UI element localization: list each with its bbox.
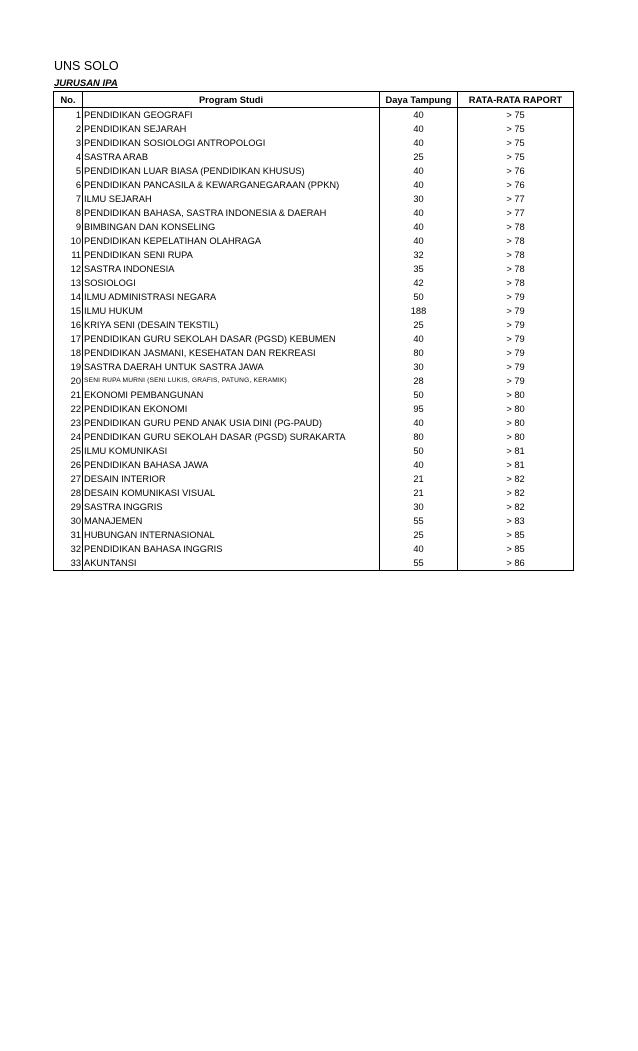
table-row bbox=[54, 430, 574, 444]
cell-daya-tampung: 40 bbox=[380, 542, 458, 556]
cell-daya-tampung: 35 bbox=[380, 262, 458, 276]
cell-daya-tampung: 40 bbox=[380, 220, 458, 234]
cell-daya-tampung: 25 bbox=[380, 528, 458, 542]
cell-daya-tampung: 40 bbox=[380, 164, 458, 178]
table-row bbox=[54, 108, 574, 123]
cell-program: PENDIDIKAN GURU PEND ANAK USIA DINI (PG-PAUD) bbox=[83, 416, 380, 430]
cell-no: 5 bbox=[54, 164, 83, 178]
cell-no: 2 bbox=[54, 122, 83, 136]
cell-no: 8 bbox=[54, 206, 83, 220]
cell-daya-tampung: 40 bbox=[380, 458, 458, 472]
table-row bbox=[54, 360, 574, 374]
cell-no: 27 bbox=[54, 472, 83, 486]
cell-rata-rata-raport: > 79 bbox=[458, 346, 574, 360]
cell-daya-tampung: 40 bbox=[380, 234, 458, 248]
cell-no: 14 bbox=[54, 290, 83, 304]
cell-no: 1 bbox=[54, 108, 83, 123]
cell-program: PENDIDIKAN KEPELATIHAN OLAHRAGA bbox=[83, 234, 380, 248]
section-title: JURUSAN IPA bbox=[54, 78, 118, 89]
table-row bbox=[54, 262, 574, 276]
cell-no: 24 bbox=[54, 430, 83, 444]
table-row bbox=[54, 458, 574, 472]
table-row bbox=[54, 346, 574, 360]
cell-no: 17 bbox=[54, 332, 83, 346]
cell-no: 21 bbox=[54, 388, 83, 402]
cell-rata-rata-raport: > 79 bbox=[458, 304, 574, 318]
table-row bbox=[54, 164, 574, 178]
table-row bbox=[54, 178, 574, 192]
cell-no: 16 bbox=[54, 318, 83, 332]
cell-program: SOSIOLOGI bbox=[83, 276, 380, 290]
cell-no: 10 bbox=[54, 234, 83, 248]
cell-no: 23 bbox=[54, 416, 83, 430]
table-row bbox=[54, 542, 574, 556]
cell-no: 6 bbox=[54, 178, 83, 192]
cell-program: PENDIDIKAN BAHASA, SASTRA INDONESIA & DAERAH bbox=[83, 206, 380, 220]
cell-rata-rata-raport: > 85 bbox=[458, 542, 574, 556]
cell-program: BIMBINGAN DAN KONSELING bbox=[83, 220, 380, 234]
cell-no: 32 bbox=[54, 542, 83, 556]
cell-rata-rata-raport: > 83 bbox=[458, 514, 574, 528]
table-row bbox=[54, 332, 574, 346]
cell-no: 18 bbox=[54, 346, 83, 360]
cell-rata-rata-raport: > 82 bbox=[458, 486, 574, 500]
cell-rata-rata-raport: > 78 bbox=[458, 234, 574, 248]
cell-daya-tampung: 21 bbox=[380, 486, 458, 500]
cell-rata-rata-raport: > 80 bbox=[458, 402, 574, 416]
cell-program: HUBUNGAN INTERNASIONAL bbox=[83, 528, 380, 542]
cell-daya-tampung: 30 bbox=[380, 360, 458, 374]
table-header-row bbox=[54, 92, 574, 108]
cell-program: KRIYA SENI (DESAIN TEKSTIL) bbox=[83, 318, 380, 332]
cell-rata-rata-raport: > 85 bbox=[458, 528, 574, 542]
cell-daya-tampung: 40 bbox=[380, 332, 458, 346]
cell-daya-tampung: 40 bbox=[380, 122, 458, 136]
cell-no: 25 bbox=[54, 444, 83, 458]
cell-no: 3 bbox=[54, 136, 83, 150]
cell-daya-tampung: 25 bbox=[380, 318, 458, 332]
cell-rata-rata-raport: > 75 bbox=[458, 136, 574, 150]
cell-daya-tampung: 42 bbox=[380, 276, 458, 290]
table-row bbox=[54, 486, 574, 500]
cell-rata-rata-raport: > 81 bbox=[458, 444, 574, 458]
cell-program: PENDIDIKAN SENI RUPA bbox=[83, 248, 380, 262]
column-header-daya-tampung: Daya Tampung bbox=[380, 92, 458, 108]
table-row bbox=[54, 388, 574, 402]
cell-rata-rata-raport: > 86 bbox=[458, 556, 574, 571]
cell-daya-tampung: 50 bbox=[380, 290, 458, 304]
table-row bbox=[54, 150, 574, 164]
cell-program: PENDIDIKAN BAHASA INGGRIS bbox=[83, 542, 380, 556]
table-row bbox=[54, 416, 574, 430]
cell-rata-rata-raport: > 75 bbox=[458, 150, 574, 164]
cell-program: ILMU ADMINISTRASI NEGARA bbox=[83, 290, 380, 304]
cell-rata-rata-raport: > 81 bbox=[458, 458, 574, 472]
cell-rata-rata-raport: > 78 bbox=[458, 220, 574, 234]
cell-daya-tampung: 40 bbox=[380, 206, 458, 220]
table-row bbox=[54, 500, 574, 514]
cell-program: PENDIDIKAN JASMANI, KESEHATAN DAN REKREASI bbox=[83, 346, 380, 360]
table-row bbox=[54, 220, 574, 234]
cell-no: 31 bbox=[54, 528, 83, 542]
cell-daya-tampung: 40 bbox=[380, 108, 458, 123]
cell-program: SENI RUPA MURNI (SENI LUKIS, GRAFIS, PATUNG, KERAMIK) bbox=[83, 374, 380, 388]
cell-daya-tampung: 80 bbox=[380, 346, 458, 360]
cell-rata-rata-raport: > 75 bbox=[458, 122, 574, 136]
cell-no: 7 bbox=[54, 192, 83, 206]
cell-no: 30 bbox=[54, 514, 83, 528]
table-row bbox=[54, 514, 574, 528]
cell-program: DESAIN INTERIOR bbox=[83, 472, 380, 486]
cell-daya-tampung: 55 bbox=[380, 514, 458, 528]
cell-rata-rata-raport: > 75 bbox=[458, 108, 574, 123]
table-row bbox=[54, 136, 574, 150]
table-body bbox=[54, 108, 574, 571]
table-row bbox=[54, 192, 574, 206]
column-header-rata-rata-raport: RATA-RATA RAPORT bbox=[458, 92, 574, 108]
cell-daya-tampung: 21 bbox=[380, 472, 458, 486]
cell-program: SASTRA INDONESIA bbox=[83, 262, 380, 276]
cell-program: ILMU SEJARAH bbox=[83, 192, 380, 206]
table-row bbox=[54, 122, 574, 136]
cell-program: ILMU KOMUNIKASI bbox=[83, 444, 380, 458]
page-title: UNS SOLO bbox=[54, 59, 119, 73]
cell-program: PENDIDIKAN SEJARAH bbox=[83, 122, 380, 136]
cell-no: 19 bbox=[54, 360, 83, 374]
cell-daya-tampung: 40 bbox=[380, 178, 458, 192]
cell-daya-tampung: 28 bbox=[380, 374, 458, 388]
table-row bbox=[54, 374, 574, 388]
cell-daya-tampung: 50 bbox=[380, 444, 458, 458]
cell-daya-tampung: 32 bbox=[380, 248, 458, 262]
table-row bbox=[54, 444, 574, 458]
cell-no: 4 bbox=[54, 150, 83, 164]
cell-program: PENDIDIKAN GEOGRAFI bbox=[83, 108, 380, 123]
table-row bbox=[54, 290, 574, 304]
cell-no: 33 bbox=[54, 556, 83, 571]
table-row bbox=[54, 472, 574, 486]
cell-daya-tampung: 55 bbox=[380, 556, 458, 571]
program-table bbox=[53, 91, 574, 571]
cell-rata-rata-raport: > 82 bbox=[458, 500, 574, 514]
cell-daya-tampung: 40 bbox=[380, 416, 458, 430]
cell-no: 20 bbox=[54, 374, 83, 388]
table-row bbox=[54, 528, 574, 542]
cell-no: 11 bbox=[54, 248, 83, 262]
cell-rata-rata-raport: > 76 bbox=[458, 178, 574, 192]
table-row bbox=[54, 206, 574, 220]
cell-rata-rata-raport: > 79 bbox=[458, 332, 574, 346]
cell-rata-rata-raport: > 79 bbox=[458, 290, 574, 304]
cell-daya-tampung: 80 bbox=[380, 430, 458, 444]
cell-no: 28 bbox=[54, 486, 83, 500]
cell-program: SASTRA ARAB bbox=[83, 150, 380, 164]
cell-program: PENDIDIKAN BAHASA JAWA bbox=[83, 458, 380, 472]
cell-rata-rata-raport: > 77 bbox=[458, 206, 574, 220]
table-row bbox=[54, 304, 574, 318]
column-header-program: Program Studi bbox=[83, 92, 380, 108]
cell-program: EKONOMI PEMBANGUNAN bbox=[83, 388, 380, 402]
cell-daya-tampung: 95 bbox=[380, 402, 458, 416]
cell-no: 13 bbox=[54, 276, 83, 290]
cell-program: SASTRA INGGRIS bbox=[83, 500, 380, 514]
cell-rata-rata-raport: > 82 bbox=[458, 472, 574, 486]
cell-daya-tampung: 50 bbox=[380, 388, 458, 402]
cell-rata-rata-raport: > 76 bbox=[458, 164, 574, 178]
cell-no: 29 bbox=[54, 500, 83, 514]
cell-rata-rata-raport: > 78 bbox=[458, 262, 574, 276]
cell-no: 22 bbox=[54, 402, 83, 416]
cell-rata-rata-raport: > 80 bbox=[458, 416, 574, 430]
table-row bbox=[54, 402, 574, 416]
cell-no: 12 bbox=[54, 262, 83, 276]
cell-program: ILMU HUKUM bbox=[83, 304, 380, 318]
cell-program: PENDIDIKAN GURU SEKOLAH DASAR (PGSD) SURAKARTA bbox=[83, 430, 380, 444]
cell-program: SASTRA DAERAH UNTUK SASTRA JAWA bbox=[83, 360, 380, 374]
cell-daya-tampung: 30 bbox=[380, 500, 458, 514]
cell-rata-rata-raport: > 79 bbox=[458, 360, 574, 374]
cell-program: AKUNTANSI bbox=[83, 556, 380, 571]
cell-rata-rata-raport: > 79 bbox=[458, 318, 574, 332]
cell-daya-tampung: 30 bbox=[380, 192, 458, 206]
table-row bbox=[54, 318, 574, 332]
cell-rata-rata-raport: > 79 bbox=[458, 374, 574, 388]
table-row bbox=[54, 248, 574, 262]
cell-program: PENDIDIKAN GURU SEKOLAH DASAR (PGSD) KEBUMEN bbox=[83, 332, 380, 346]
table-row bbox=[54, 556, 574, 571]
cell-no: 15 bbox=[54, 304, 83, 318]
cell-rata-rata-raport: > 78 bbox=[458, 248, 574, 262]
cell-program: PENDIDIKAN EKONOMI bbox=[83, 402, 380, 416]
cell-program: PENDIDIKAN SOSIOLOGI ANTROPOLOGI bbox=[83, 136, 380, 150]
table-row bbox=[54, 276, 574, 290]
cell-rata-rata-raport: > 80 bbox=[458, 388, 574, 402]
cell-rata-rata-raport: > 78 bbox=[458, 276, 574, 290]
table-row bbox=[54, 234, 574, 248]
cell-program: PENDIDIKAN PANCASILA & KEWARGANEGARAAN (PPKN) bbox=[83, 178, 380, 192]
cell-daya-tampung: 40 bbox=[380, 136, 458, 150]
cell-program: DESAIN KOMUNIKASI VISUAL bbox=[83, 486, 380, 500]
cell-program: MANAJEMEN bbox=[83, 514, 380, 528]
cell-daya-tampung: 25 bbox=[380, 150, 458, 164]
cell-rata-rata-raport: > 77 bbox=[458, 192, 574, 206]
cell-rata-rata-raport: > 80 bbox=[458, 430, 574, 444]
column-header-no: No. bbox=[54, 92, 83, 108]
cell-daya-tampung: 188 bbox=[380, 304, 458, 318]
cell-no: 26 bbox=[54, 458, 83, 472]
cell-no: 9 bbox=[54, 220, 83, 234]
cell-program: PENDIDIKAN LUAR BIASA (PENDIDIKAN KHUSUS) bbox=[83, 164, 380, 178]
